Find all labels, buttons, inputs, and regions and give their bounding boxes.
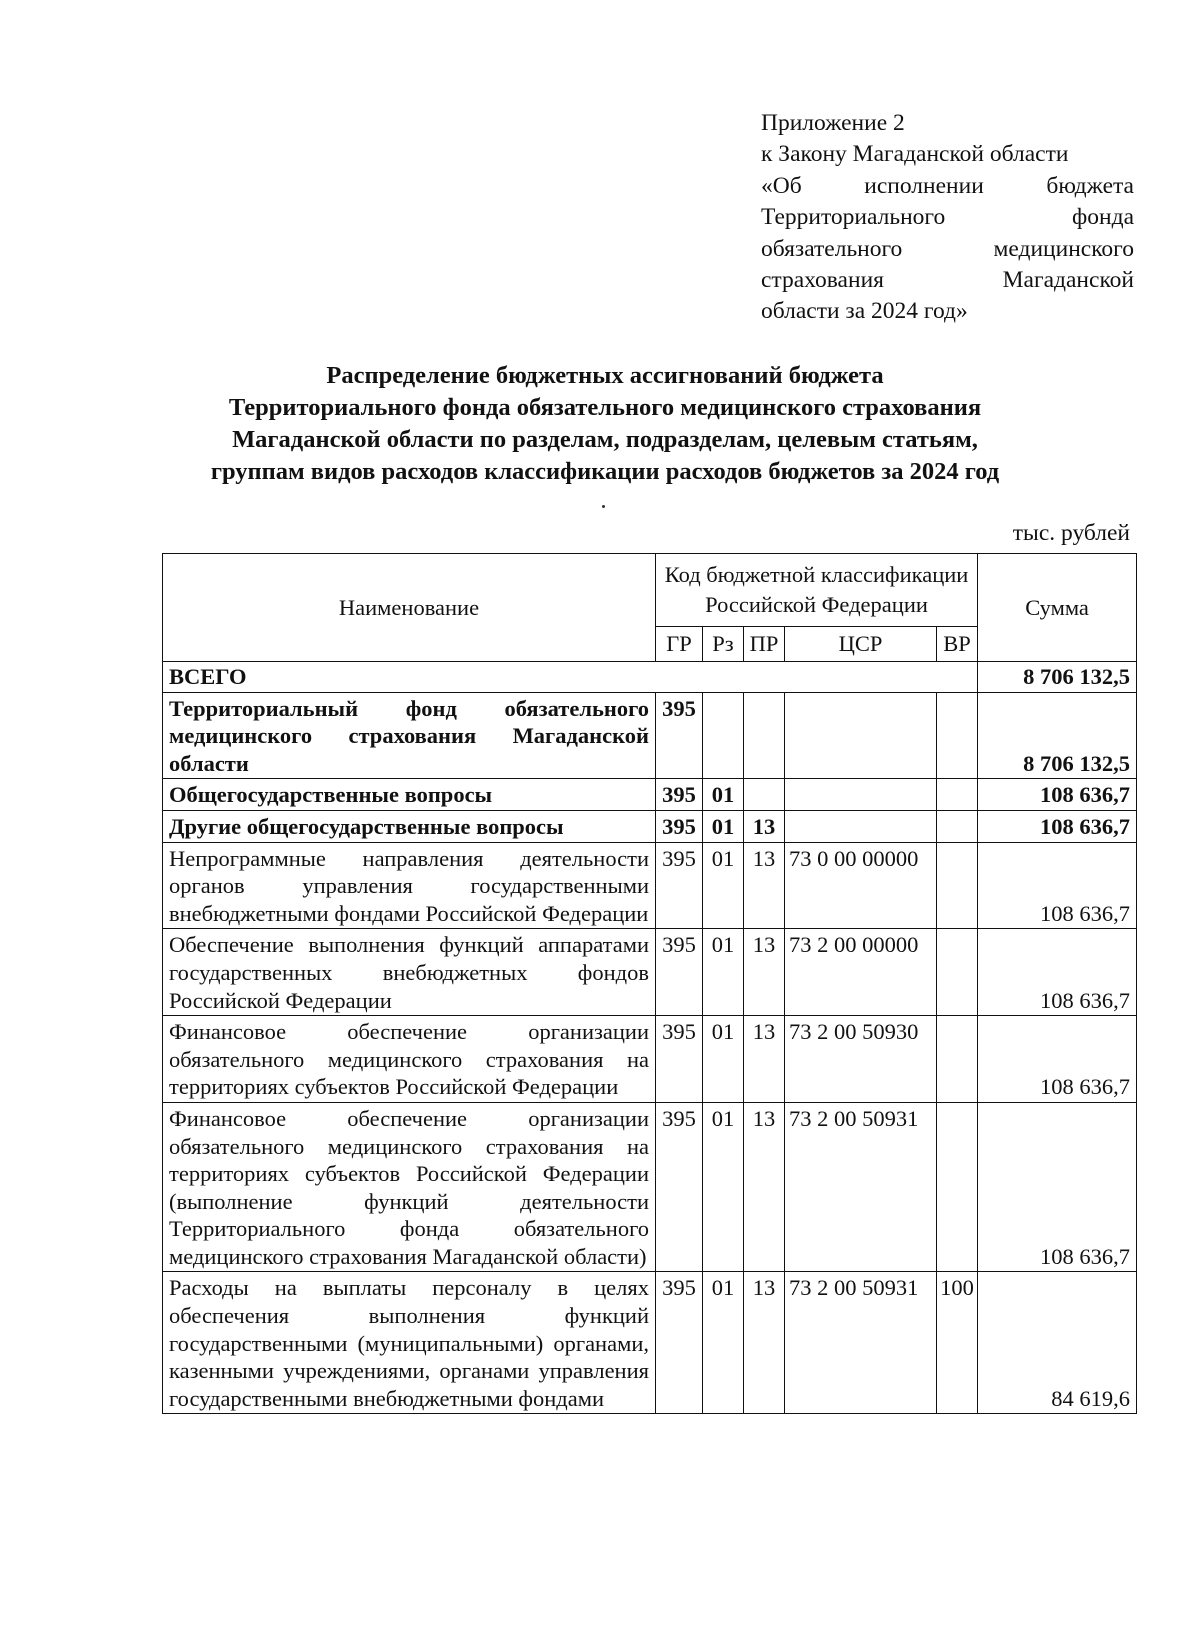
total-sum: 8 706 132,5 bbox=[978, 662, 1137, 693]
total-label: ВСЕГО bbox=[163, 662, 978, 693]
annex-line: Территориального фонда bbox=[761, 204, 1134, 231]
table-row bbox=[163, 1016, 1137, 1103]
row-name: Финансовое обеспечение организации обязательного медицинского страхования на территориях субъектов Российской Федерации (выполнение функций деятельности Территориального фонда обязательного медицинского страхования Магаданской области) bbox=[163, 1102, 656, 1272]
row-gr: 395 bbox=[656, 692, 703, 779]
header-name: Наименование bbox=[163, 554, 656, 662]
row-gr: 395 bbox=[656, 779, 703, 811]
row-gr: 395 bbox=[656, 929, 703, 1016]
row-rz: 01 bbox=[703, 1272, 744, 1414]
table-row bbox=[163, 810, 1137, 842]
row-gr: 395 bbox=[656, 810, 703, 842]
row-rz bbox=[703, 692, 744, 779]
row-sum: 108 636,7 bbox=[978, 1016, 1137, 1103]
row-pr: 13 bbox=[744, 1272, 785, 1414]
units-label: тыс. рублей bbox=[1012, 520, 1130, 546]
row-name: Общегосударственные вопросы bbox=[163, 779, 656, 811]
total-row bbox=[163, 662, 1137, 693]
header-sum: Сумма bbox=[978, 554, 1137, 662]
table-row bbox=[163, 1272, 1137, 1414]
annex-line: «Об исполнении бюджета bbox=[761, 172, 1134, 199]
row-csr bbox=[785, 779, 937, 811]
row-csr: 73 2 00 50931 bbox=[785, 1272, 937, 1414]
row-sum: 84 619,6 bbox=[978, 1272, 1137, 1414]
header-row bbox=[163, 554, 1137, 627]
row-pr bbox=[744, 692, 785, 779]
header-gr: ГР bbox=[656, 627, 703, 662]
title-line: группам видов расходов классификации расходов бюджетов за 2024 год bbox=[210, 458, 1000, 485]
row-name: Другие общегосударственные вопросы bbox=[163, 810, 656, 842]
row-name: Финансовое обеспечение организации обязательного медицинского страхования на территориях субъектов Российской Федерации bbox=[163, 1016, 656, 1103]
row-name: Обеспечение выполнения функций аппаратами государственных внебюджетных фондов Российской Федерации bbox=[163, 929, 656, 1016]
row-vr bbox=[937, 842, 978, 929]
row-sum: 108 636,7 bbox=[978, 810, 1137, 842]
scan-speck bbox=[602, 505, 605, 508]
row-name: Расходы на выплаты персоналу в целях обеспечения выполнения функций государственными (муниципальными) органами, казенными учреждениями, органами управления государственными внебюджетными фондами bbox=[163, 1272, 656, 1414]
title-line: Магаданской области по разделам, подразделам, целевым статьям, bbox=[232, 426, 978, 453]
annex-line: Приложение 2 bbox=[761, 110, 905, 136]
row-gr: 395 bbox=[656, 1102, 703, 1272]
table-row bbox=[163, 1102, 1137, 1272]
row-rz: 01 bbox=[703, 842, 744, 929]
row-sum: 108 636,7 bbox=[978, 779, 1137, 811]
row-csr: 73 2 00 50930 bbox=[785, 1016, 937, 1103]
row-gr: 395 bbox=[656, 842, 703, 929]
row-csr: 73 2 00 50931 bbox=[785, 1102, 937, 1272]
row-sum: 108 636,7 bbox=[978, 842, 1137, 929]
table-row bbox=[163, 779, 1137, 811]
row-sum: 108 636,7 bbox=[978, 1102, 1137, 1272]
table-row bbox=[163, 842, 1137, 929]
row-rz: 01 bbox=[703, 1102, 744, 1272]
annex-line: обязательного медицинского bbox=[761, 235, 1134, 262]
table-row bbox=[163, 692, 1137, 779]
row-vr bbox=[937, 692, 978, 779]
row-pr: 13 bbox=[744, 929, 785, 1016]
title-line: Территориального фонда обязательного медицинского страхования bbox=[228, 394, 982, 421]
row-vr: 100 bbox=[937, 1272, 978, 1414]
row-pr: 13 bbox=[744, 1016, 785, 1103]
row-pr: 13 bbox=[744, 842, 785, 929]
row-rz: 01 bbox=[703, 810, 744, 842]
annex-line: области за 2024 год» bbox=[761, 298, 968, 325]
row-csr bbox=[785, 692, 937, 779]
row-pr: 13 bbox=[744, 1102, 785, 1272]
row-pr bbox=[744, 779, 785, 811]
row-gr: 395 bbox=[656, 1016, 703, 1103]
header-csr: ЦСР bbox=[785, 627, 937, 662]
row-pr: 13 bbox=[744, 810, 785, 842]
row-rz: 01 bbox=[703, 779, 744, 811]
row-vr bbox=[937, 929, 978, 1016]
header-vr: ВР bbox=[937, 627, 978, 662]
document-title bbox=[130, 360, 1080, 488]
header-rz: Рз bbox=[703, 627, 744, 662]
row-csr: 73 2 00 00000 bbox=[785, 929, 937, 1016]
row-sum: 108 636,7 bbox=[978, 929, 1137, 1016]
row-vr bbox=[937, 1102, 978, 1272]
row-csr: 73 0 00 00000 bbox=[785, 842, 937, 929]
row-gr: 395 bbox=[656, 1272, 703, 1414]
row-vr bbox=[937, 810, 978, 842]
row-rz: 01 bbox=[703, 1016, 744, 1103]
budget-table bbox=[162, 553, 1137, 1414]
title-line: Распределение бюджетных ассигнований бюджета bbox=[326, 362, 884, 389]
row-sum: 8 706 132,5 bbox=[978, 692, 1137, 779]
row-csr bbox=[785, 810, 937, 842]
annex-line: страхования Магаданской bbox=[761, 267, 1134, 294]
row-vr bbox=[937, 1016, 978, 1103]
annex-note bbox=[761, 108, 1134, 328]
row-name: Непрограммные направления деятельности органов управления государственными внебюджетными фондами Российской Федерации bbox=[163, 842, 656, 929]
annex-line: к Закону Магаданской области bbox=[761, 141, 1069, 168]
row-vr bbox=[937, 779, 978, 811]
row-rz: 01 bbox=[703, 929, 744, 1016]
header-pr: ПР bbox=[744, 627, 785, 662]
header-code: Код бюджетной классификации Российской Федерации bbox=[656, 554, 978, 627]
table-row bbox=[163, 929, 1137, 1016]
row-name: Территориальный фонд обязательного медицинского страхования Магаданской области bbox=[163, 692, 656, 779]
